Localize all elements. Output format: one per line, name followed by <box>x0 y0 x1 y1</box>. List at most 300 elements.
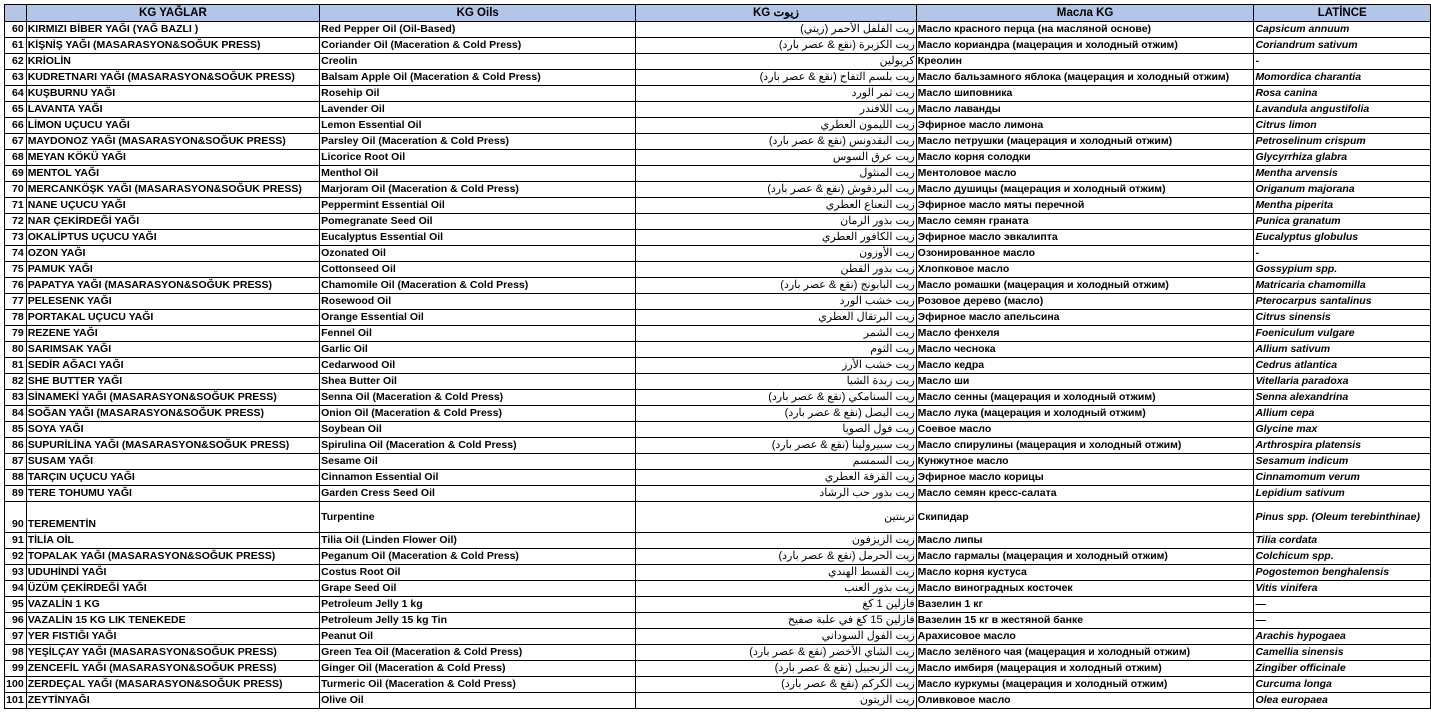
table-row <box>5 645 1431 661</box>
english-name-cell: Garden Cress Seed Oil <box>320 486 636 502</box>
row-number-cell: 75 <box>5 262 27 278</box>
latin-name-cell: Arachis hypogaea <box>1254 629 1431 645</box>
arabic-name-cell: زيت بذور العنب <box>636 581 916 597</box>
row-number-cell: 97 <box>5 629 27 645</box>
row-number-cell: 96 <box>5 613 27 629</box>
table-row <box>5 278 1431 294</box>
arabic-name-cell: زيت البردقوش (نقع & عصر بارد) <box>636 182 916 198</box>
table-row <box>5 310 1431 326</box>
english-name-cell: Red Pepper Oil (Oil-Based) <box>320 22 636 38</box>
turkish-name-cell: OKALİPTUS UÇUCU YAĞI <box>26 230 319 246</box>
latin-name-cell: Mentha piperita <box>1254 198 1431 214</box>
russian-name-cell: Арахисовое масло <box>916 629 1254 645</box>
arabic-name-cell: زيت بذور الرمان <box>636 214 916 230</box>
row-number-cell: 78 <box>5 310 27 326</box>
row-number-cell: 70 <box>5 182 27 198</box>
latin-name-cell: Senna alexandrina <box>1254 390 1431 406</box>
english-name-cell: Coriander Oil (Maceration & Cold Press) <box>320 38 636 54</box>
row-number-cell: 77 <box>5 294 27 310</box>
turkish-name-cell: TEREMENTİN <box>26 502 319 533</box>
row-number-cell: 79 <box>5 326 27 342</box>
row-number-cell: 69 <box>5 166 27 182</box>
english-name-cell: Peppermint Essential Oil <box>320 198 636 214</box>
row-number-cell: 63 <box>5 70 27 86</box>
row-number-cell: 101 <box>5 693 27 709</box>
table-row <box>5 661 1431 677</box>
arabic-name-cell: زيت الكافور العطري <box>636 230 916 246</box>
arabic-name-cell: زيت خشب الورد <box>636 294 916 310</box>
header-english: KG Oils <box>320 5 636 22</box>
turkish-name-cell: TOPALAK YAĞI (MASARASYON&SOĞUK PRESS) <box>26 549 319 565</box>
english-name-cell: Menthol Oil <box>320 166 636 182</box>
row-number-cell: 74 <box>5 246 27 262</box>
row-number-cell: 66 <box>5 118 27 134</box>
arabic-name-cell: زيت البابونج (نقع & عصر بارد) <box>636 278 916 294</box>
arabic-name-cell: زيت الكزبرة (نقع & عصر بارد) <box>636 38 916 54</box>
turkish-name-cell: VAZALİN 1 KG <box>26 597 319 613</box>
turkish-name-cell: SOĞAN YAĞI (MASARASYON&SOĞUK PRESS) <box>26 406 319 422</box>
turkish-name-cell: TİLİA OİL <box>26 533 319 549</box>
english-name-cell: Balsam Apple Oil (Maceration & Cold Press) <box>320 70 636 86</box>
russian-name-cell: Хлопковое масло <box>916 262 1254 278</box>
turkish-name-cell: NAR ÇEKİRDEĞİ YAĞI <box>26 214 319 230</box>
arabic-name-cell: زيت الفول السوداني <box>636 629 916 645</box>
english-name-cell: Spirulina Oil (Maceration & Cold Press) <box>320 438 636 454</box>
russian-name-cell: Масло кедра <box>916 358 1254 374</box>
table-row <box>5 102 1431 118</box>
latin-name-cell: Lavandula angustifolia <box>1254 102 1431 118</box>
russian-name-cell: Масло ши <box>916 374 1254 390</box>
table-row <box>5 54 1431 70</box>
row-number-cell: 60 <box>5 22 27 38</box>
arabic-name-cell: زيت الثوم <box>636 342 916 358</box>
table-row <box>5 565 1431 581</box>
arabic-name-cell: زيت الزنجبيل (نقع & عصر بارد) <box>636 661 916 677</box>
row-number-cell: 84 <box>5 406 27 422</box>
latin-name-cell: - <box>1254 54 1431 70</box>
arabic-name-cell: زيت النعناع العطري <box>636 198 916 214</box>
russian-name-cell: Эфирное масло лимона <box>916 118 1254 134</box>
turkish-name-cell: ZENCEFİL YAĞI (MASARASYON&SOĞUK PRESS) <box>26 661 319 677</box>
turkish-name-cell: SHE BUTTER YAĞI <box>26 374 319 390</box>
russian-name-cell: Масло липы <box>916 533 1254 549</box>
table-row <box>5 533 1431 549</box>
english-name-cell: Turmeric Oil (Maceration & Cold Press) <box>320 677 636 693</box>
arabic-name-cell: كريولين <box>636 54 916 70</box>
row-number-cell: 76 <box>5 278 27 294</box>
english-name-cell: Ozonated Oil <box>320 246 636 262</box>
russian-name-cell: Масло имбиря (мацерация и холодный отжим) <box>916 661 1254 677</box>
english-name-cell: Soybean Oil <box>320 422 636 438</box>
turkish-name-cell: REZENE YAĞI <box>26 326 319 342</box>
table-row <box>5 406 1431 422</box>
row-number-cell: 99 <box>5 661 27 677</box>
english-name-cell: Lemon Essential Oil <box>320 118 636 134</box>
russian-name-cell: Эфирное масло эвкалипта <box>916 230 1254 246</box>
english-name-cell: Eucalyptus Essential Oil <box>320 230 636 246</box>
row-number-cell: 89 <box>5 486 27 502</box>
english-name-cell: Sesame Oil <box>320 454 636 470</box>
russian-name-cell: Розовое дерево (масло) <box>916 294 1254 310</box>
table-row <box>5 342 1431 358</box>
latin-name-cell: Capsicum annuum <box>1254 22 1431 38</box>
turkish-name-cell: MENTOL YAĞI <box>26 166 319 182</box>
turkish-name-cell: ZERDEÇAL YAĞI (MASARASYON&SOĞUK PRESS) <box>26 677 319 693</box>
arabic-name-cell: زيت بذور حب الرشاد <box>636 486 916 502</box>
turkish-name-cell: KIRMIZI BİBER YAĞI (YAĞ BAZLI ) <box>26 22 319 38</box>
latin-name-cell: Allium sativum <box>1254 342 1431 358</box>
arabic-name-cell: زيت الزيزفون <box>636 533 916 549</box>
latin-name-cell: Lepidium sativum <box>1254 486 1431 502</box>
english-name-cell: Marjoram Oil (Maceration & Cold Press) <box>320 182 636 198</box>
turkish-name-cell: SUSAM YAĞI <box>26 454 319 470</box>
english-name-cell: Cinnamon Essential Oil <box>320 470 636 486</box>
english-name-cell: Cedarwood Oil <box>320 358 636 374</box>
latin-name-cell: Sesamum indicum <box>1254 454 1431 470</box>
latin-name-cell: Mentha arvensis <box>1254 166 1431 182</box>
header-russian: Масла KG <box>916 5 1254 22</box>
table-row <box>5 326 1431 342</box>
arabic-name-cell: زيت الزيتون <box>636 693 916 709</box>
row-number-cell: 88 <box>5 470 27 486</box>
arabic-name-cell: زيت القسط الهندي <box>636 565 916 581</box>
latin-name-cell: Zingiber officinale <box>1254 661 1431 677</box>
row-number-cell: 93 <box>5 565 27 581</box>
turkish-name-cell: YEŞİLÇAY YAĞI (MASARASYON&SOĞUK PRESS) <box>26 645 319 661</box>
arabic-name-cell: زيت فول الصويا <box>636 422 916 438</box>
table-row <box>5 581 1431 597</box>
turkish-name-cell: KUDRETNARI YAĞI (MASARASYON&SOĞUK PRESS) <box>26 70 319 86</box>
english-name-cell: Senna Oil (Maceration & Cold Press) <box>320 390 636 406</box>
arabic-name-cell: زيت البرتقال العطري <box>636 310 916 326</box>
turkish-name-cell: ZEYTİNYAĞI <box>26 693 319 709</box>
row-number-cell: 85 <box>5 422 27 438</box>
russian-name-cell: Кунжутное масло <box>916 454 1254 470</box>
english-name-cell: Rosehip Oil <box>320 86 636 102</box>
row-number-cell: 92 <box>5 549 27 565</box>
english-name-cell: Garlic Oil <box>320 342 636 358</box>
arabic-name-cell: فازلين 1 كغ <box>636 597 916 613</box>
turkish-name-cell: SOYA YAĞI <box>26 422 319 438</box>
latin-name-cell: Camellia sinensis <box>1254 645 1431 661</box>
russian-name-cell: Масло душицы (мацерация и холодный отжим) <box>916 182 1254 198</box>
turkish-name-cell: TARÇIN UÇUCU YAĞI <box>26 470 319 486</box>
latin-name-cell: Pinus spp. (Oleum terebinthinae) <box>1254 502 1431 533</box>
turkish-name-cell: SİNAMEKİ YAĞI (MASARASYON&SOĞUK PRESS) <box>26 390 319 406</box>
russian-name-cell: Соевое масло <box>916 422 1254 438</box>
english-name-cell: Orange Essential Oil <box>320 310 636 326</box>
turkish-name-cell: YER FISTIĞI YAĞI <box>26 629 319 645</box>
russian-name-cell: Масло петрушки (мацерация и холодный отжим) <box>916 134 1254 150</box>
russian-name-cell: Ментоловое масло <box>916 166 1254 182</box>
arabic-name-cell: زيت الحرمل (نقع & عصر بارد) <box>636 549 916 565</box>
english-name-cell: Lavender Oil <box>320 102 636 118</box>
arabic-name-cell: زيت السمسم <box>636 454 916 470</box>
row-number-cell: 95 <box>5 597 27 613</box>
latin-name-cell: Coriandrum sativum <box>1254 38 1431 54</box>
table-row <box>5 262 1431 278</box>
russian-name-cell: Масло шиповника <box>916 86 1254 102</box>
row-number-cell: 73 <box>5 230 27 246</box>
latin-name-cell: Curcuma longa <box>1254 677 1431 693</box>
russian-name-cell: Масло виноградных косточек <box>916 581 1254 597</box>
turkish-name-cell: PAPATYA YAĞI (MASARASYON&SOĞUK PRESS) <box>26 278 319 294</box>
table-row <box>5 454 1431 470</box>
table-row <box>5 358 1431 374</box>
turkish-name-cell: PORTAKAL UÇUCU YAĞI <box>26 310 319 326</box>
russian-name-cell: Масло корня солодки <box>916 150 1254 166</box>
table-row <box>5 294 1431 310</box>
table-row <box>5 693 1431 709</box>
table-row <box>5 597 1431 613</box>
russian-name-cell: Масло чеснока <box>916 342 1254 358</box>
english-name-cell: Tilia Oil (Linden Flower Oil) <box>320 533 636 549</box>
english-name-cell: Shea Butter Oil <box>320 374 636 390</box>
english-name-cell: Petroleum Jelly 1 kg <box>320 597 636 613</box>
table-row <box>5 198 1431 214</box>
english-name-cell: Onion Oil (Maceration & Cold Press) <box>320 406 636 422</box>
table-row <box>5 422 1431 438</box>
row-number-cell: 71 <box>5 198 27 214</box>
arabic-name-cell: زيت الليمون العطري <box>636 118 916 134</box>
arabic-name-cell: زيت الشاي الأخضر (نقع & عصر بارد) <box>636 645 916 661</box>
table-row <box>5 182 1431 198</box>
english-name-cell: Olive Oil <box>320 693 636 709</box>
english-name-cell: Rosewood Oil <box>320 294 636 310</box>
turkish-name-cell: MEYAN KÖKÜ YAĞI <box>26 150 319 166</box>
arabic-name-cell: زيت الفلفل الأحمر (زيتي) <box>636 22 916 38</box>
russian-name-cell: Эфирное масло мяты перечной <box>916 198 1254 214</box>
row-number-cell: 83 <box>5 390 27 406</box>
arabic-name-cell: زيت سبيرولينا (نقع & عصر بارد) <box>636 438 916 454</box>
english-name-cell: Chamomile Oil (Maceration & Cold Press) <box>320 278 636 294</box>
table-row <box>5 134 1431 150</box>
table-row <box>5 166 1431 182</box>
row-number-cell: 90 <box>5 502 27 533</box>
russian-name-cell: Масло ромашки (мацерация и холодный отжим) <box>916 278 1254 294</box>
russian-name-cell: Масло лука (мацерация и холодный отжим) <box>916 406 1254 422</box>
oils-price-table <box>4 4 1431 709</box>
latin-name-cell: Punica granatum <box>1254 214 1431 230</box>
russian-name-cell: Масло спирулины (мацерация и холодный отжим) <box>916 438 1254 454</box>
english-name-cell: Peganum Oil (Maceration & Cold Press) <box>320 549 636 565</box>
header-turkish: KG YAĞLAR <box>26 5 319 22</box>
turkish-name-cell: SEDİR AĞACI YAĞI <box>26 358 319 374</box>
header-row <box>5 5 1431 22</box>
russian-name-cell: Эфирное масло корицы <box>916 470 1254 486</box>
row-number-cell: 68 <box>5 150 27 166</box>
row-number-cell: 86 <box>5 438 27 454</box>
latin-name-cell: — <box>1254 597 1431 613</box>
latin-name-cell: Glycine max <box>1254 422 1431 438</box>
turkish-name-cell: SUPURİLİNA YAĞI (MASARASYON&SOĞUK PRESS) <box>26 438 319 454</box>
row-number-cell: 72 <box>5 214 27 230</box>
latin-name-cell: Pogostemon benghalensis <box>1254 565 1431 581</box>
turkish-name-cell: SARIMSAK YAĞI <box>26 342 319 358</box>
table-row <box>5 470 1431 486</box>
russian-name-cell: Масло сенны (мацерация и холодный отжим) <box>916 390 1254 406</box>
arabic-name-cell: زيت القرفة العطري <box>636 470 916 486</box>
russian-name-cell: Масло бальзамного яблока (мацерация и холодный отжим) <box>916 70 1254 86</box>
table-row <box>5 70 1431 86</box>
russian-name-cell: Масло гармалы (мацерация и холодный отжим) <box>916 549 1254 565</box>
turkish-name-cell: PELESENK YAĞI <box>26 294 319 310</box>
table-row <box>5 22 1431 38</box>
arabic-name-cell: زيت زبدة الشيا <box>636 374 916 390</box>
russian-name-cell: Оливковое масло <box>916 693 1254 709</box>
latin-name-cell: Pterocarpus santalinus <box>1254 294 1431 310</box>
row-number-cell: 87 <box>5 454 27 470</box>
english-name-cell: Ginger Oil (Maceration & Cold Press) <box>320 661 636 677</box>
russian-name-cell: Масло лаванды <box>916 102 1254 118</box>
russian-name-cell: Масло корня кустуса <box>916 565 1254 581</box>
table-row <box>5 150 1431 166</box>
turkish-name-cell: LİMON UÇUCU YAĞI <box>26 118 319 134</box>
arabic-name-cell: زيت ثمر الورد <box>636 86 916 102</box>
latin-name-cell: Rosa canina <box>1254 86 1431 102</box>
table-row <box>5 486 1431 502</box>
arabic-name-cell: زيت المنثول <box>636 166 916 182</box>
latin-name-cell: Origanum majorana <box>1254 182 1431 198</box>
arabic-name-cell: زيت عرق السوس <box>636 150 916 166</box>
russian-name-cell: Озонированное масло <box>916 246 1254 262</box>
latin-name-cell: Vitellaria paradoxa <box>1254 374 1431 390</box>
table-row <box>5 374 1431 390</box>
table-body <box>5 22 1431 709</box>
english-name-cell: Licorice Root Oil <box>320 150 636 166</box>
table-row <box>5 502 1431 533</box>
english-name-cell: Peanut Oil <box>320 629 636 645</box>
table-row <box>5 629 1431 645</box>
turkish-name-cell: KİŞNİŞ YAĞI (MASARASYON&SOĞUK PRESS) <box>26 38 319 54</box>
english-name-cell: Parsley Oil (Maceration & Cold Press) <box>320 134 636 150</box>
latin-name-cell: Cedrus atlantica <box>1254 358 1431 374</box>
russian-name-cell: Вазелин 15 кг в жестяной банке <box>916 613 1254 629</box>
arabic-name-cell: زيت السنامكي (نقع & عصر بارد) <box>636 390 916 406</box>
russian-name-cell: Вазелин 1 кг <box>916 597 1254 613</box>
row-number-cell: 80 <box>5 342 27 358</box>
arabic-name-cell: زيت الكركم (نقع & عصر بارد) <box>636 677 916 693</box>
arabic-name-cell: زيت البقدونس (نقع & عصر بارد) <box>636 134 916 150</box>
header-arabic: KG زيوت <box>636 5 916 22</box>
turkish-name-cell: KUŞBURNU YAĞI <box>26 86 319 102</box>
row-number-cell: 81 <box>5 358 27 374</box>
row-number-cell: 100 <box>5 677 27 693</box>
turkish-name-cell: ÜZÜM ÇEKİRDEĞİ YAĞI <box>26 581 319 597</box>
table-row <box>5 438 1431 454</box>
table-row <box>5 549 1431 565</box>
arabic-name-cell: فازلين 15 كغ في علبة صفيح <box>636 613 916 629</box>
russian-name-cell: Масло куркумы (мацерация и холодный отжим) <box>916 677 1254 693</box>
row-number-cell: 67 <box>5 134 27 150</box>
row-number-cell: 61 <box>5 38 27 54</box>
table-row <box>5 86 1431 102</box>
english-name-cell: Cottonseed Oil <box>320 262 636 278</box>
english-name-cell: Costus Root Oil <box>320 565 636 581</box>
arabic-name-cell: زيت البصل (نقع & عصر بارد) <box>636 406 916 422</box>
turkish-name-cell: NANE UÇUCU YAĞI <box>26 198 319 214</box>
row-number-cell: 65 <box>5 102 27 118</box>
english-name-cell: Grape Seed Oil <box>320 581 636 597</box>
latin-name-cell: Citrus limon <box>1254 118 1431 134</box>
russian-name-cell: Масло кориандра (мацерация и холодный отжим) <box>916 38 1254 54</box>
turkish-name-cell: OZON YAĞI <box>26 246 319 262</box>
turkish-name-cell: UDUHİNDİ YAĞI <box>26 565 319 581</box>
latin-name-cell: Gossypium spp. <box>1254 262 1431 278</box>
latin-name-cell: Foeniculum vulgare <box>1254 326 1431 342</box>
turkish-name-cell: VAZALİN 15 KG LIK TENEKEDE <box>26 613 319 629</box>
row-number-cell: 91 <box>5 533 27 549</box>
russian-name-cell: Масло красного перца (на масляной основе) <box>916 22 1254 38</box>
turkish-name-cell: KRİOLİN <box>26 54 319 70</box>
table-row <box>5 214 1431 230</box>
turkish-name-cell: MAYDONOZ YAĞI (MASARASYON&SOĞUK PRESS) <box>26 134 319 150</box>
english-name-cell: Fennel Oil <box>320 326 636 342</box>
english-name-cell: Pomegranate Seed Oil <box>320 214 636 230</box>
latin-name-cell: Tilia cordata <box>1254 533 1431 549</box>
russian-name-cell: Масло зелёного чая (мацерация и холодный отжим) <box>916 645 1254 661</box>
arabic-name-cell: زيت بذور القطن <box>636 262 916 278</box>
russian-name-cell: Скипидар <box>916 502 1254 533</box>
latin-name-cell: Olea europaea <box>1254 693 1431 709</box>
english-name-cell: Turpentine <box>320 502 636 533</box>
latin-name-cell: Arthrospira platensis <box>1254 438 1431 454</box>
table-row <box>5 246 1431 262</box>
latin-name-cell: Colchicum spp. <box>1254 549 1431 565</box>
latin-name-cell: Citrus sinensis <box>1254 310 1431 326</box>
english-name-cell: Petroleum Jelly 15 kg Tin <box>320 613 636 629</box>
row-number-cell: 62 <box>5 54 27 70</box>
russian-name-cell: Масло семян кресс-салата <box>916 486 1254 502</box>
table-row <box>5 613 1431 629</box>
latin-name-cell: - <box>1254 246 1431 262</box>
english-name-cell: Green Tea Oil (Maceration & Cold Press) <box>320 645 636 661</box>
latin-name-cell: Eucalyptus globulus <box>1254 230 1431 246</box>
row-number-cell: 98 <box>5 645 27 661</box>
table-row <box>5 38 1431 54</box>
table-row <box>5 230 1431 246</box>
latin-name-cell: Glycyrrhiza glabra <box>1254 150 1431 166</box>
russian-name-cell: Эфирное масло апельсина <box>916 310 1254 326</box>
russian-name-cell: Масло фенхеля <box>916 326 1254 342</box>
arabic-name-cell: زيت الأوزون <box>636 246 916 262</box>
latin-name-cell: Vitis vinifera <box>1254 581 1431 597</box>
russian-name-cell: Масло семян граната <box>916 214 1254 230</box>
latin-name-cell: Allium cepa <box>1254 406 1431 422</box>
arabic-name-cell: زيت اللافندر <box>636 102 916 118</box>
english-name-cell: Creolin <box>320 54 636 70</box>
turkish-name-cell: TERE TOHUMU YAĞI <box>26 486 319 502</box>
turkish-name-cell: MERCANKÖŞK YAĞI (MASARASYON&SOĞUK PRESS) <box>26 182 319 198</box>
latin-name-cell: Cinnamomum verum <box>1254 470 1431 486</box>
table-row <box>5 677 1431 693</box>
turkish-name-cell: LAVANTA YAĞI <box>26 102 319 118</box>
row-number-cell: 82 <box>5 374 27 390</box>
row-number-cell: 64 <box>5 86 27 102</box>
latin-name-cell: Momordica charantia <box>1254 70 1431 86</box>
latin-name-cell: Petroselinum crispum <box>1254 134 1431 150</box>
turkish-name-cell: PAMUK YAĞI <box>26 262 319 278</box>
russian-name-cell: Креолин <box>916 54 1254 70</box>
arabic-name-cell: زيت خشب الأرز <box>636 358 916 374</box>
arabic-name-cell: زيت بلسم التفاح (نقع & عصر بارد) <box>636 70 916 86</box>
arabic-name-cell: زيت الشمر <box>636 326 916 342</box>
row-number-cell: 94 <box>5 581 27 597</box>
table-row <box>5 390 1431 406</box>
table-row <box>5 118 1431 134</box>
header-number-cell <box>5 5 27 22</box>
header-latin: LATİNCE <box>1254 5 1431 22</box>
